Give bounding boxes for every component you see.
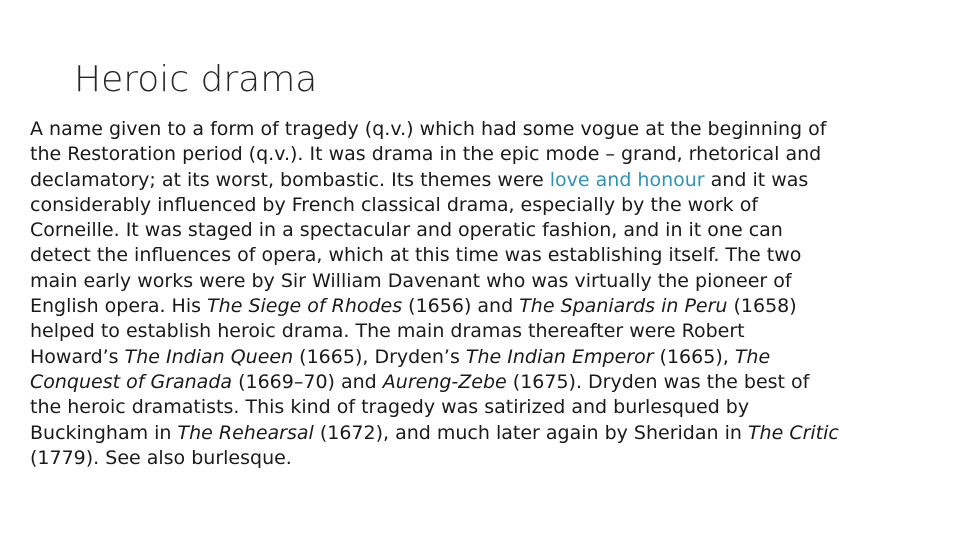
body-text-segment: the Restoration period (q.v.). It was drama in the epic mode – grand, rhetorical and — [30, 143, 822, 166]
body-text-segment: detect the influences of opera, which at this time was establishing itself. The two — [30, 244, 802, 267]
body-text-segment: (1665), — [653, 345, 735, 368]
work-title: The Spaniards in Peru — [519, 295, 728, 318]
body-text-segment: (1779). See also burlesque. — [30, 446, 292, 469]
body-line — [30, 395, 910, 420]
slide-title: Heroic drama — [74, 59, 318, 100]
work-title: Conquest of Granada — [30, 370, 233, 393]
body-line — [30, 168, 910, 193]
highlighted-phrase: love and honour — [549, 168, 705, 191]
work-title: The Siege of Rhodes — [207, 295, 403, 318]
body-line — [30, 269, 910, 294]
body-text-segment: and it was — [704, 168, 809, 191]
work-title: The Rehearsal — [177, 421, 314, 444]
work-title: The Indian Queen — [124, 345, 294, 368]
work-title: The — [734, 345, 771, 368]
body-text-segment: English opera. His — [30, 295, 208, 318]
body-line — [30, 370, 910, 395]
body-line — [30, 193, 910, 218]
body-text-segment: Howard’s — [30, 345, 125, 368]
slide-body-text — [30, 117, 910, 471]
body-text-segment: Corneille. It was staged in a spectacular and operatic fashion, and in it one can — [30, 219, 783, 242]
body-text-segment: (1669–70) and — [232, 370, 383, 393]
body-text-segment: main early works were by Sir William Davenant who was virtually the pioneer of — [30, 269, 792, 292]
body-text-segment: declamatory; at its worst, bombastic. Its themes were — [30, 168, 550, 191]
body-line — [30, 294, 910, 319]
body-text-segment: (1665), Dryden’s — [293, 345, 466, 368]
body-text-segment: the heroic dramatists. This kind of tragedy was satirized and burlesqued by — [30, 396, 750, 419]
body-line — [30, 218, 910, 243]
body-text-segment: considerably influenced by French classical drama, especially by the work of — [30, 193, 759, 216]
body-text-segment: A name given to a form of tragedy (q.v.) which had some vogue at the beginning of — [30, 118, 827, 140]
work-title: The Critic — [747, 421, 839, 444]
body-line — [30, 243, 910, 268]
work-title: The Indian Emperor — [465, 345, 654, 368]
body-line — [30, 345, 910, 370]
body-line — [30, 319, 910, 344]
body-text-segment: (1656) and — [402, 295, 520, 318]
body-text-segment: helped to establish heroic drama. The main dramas thereafter were Robert — [30, 320, 745, 343]
body-line — [30, 446, 910, 471]
body-text-segment: (1672), and much later again by Sheridan in — [313, 421, 748, 444]
body-line — [30, 421, 910, 446]
body-text-segment: Buckingham in — [30, 421, 178, 444]
work-title: Aureng-Zebe — [382, 370, 507, 393]
body-text-segment: (1658) — [727, 295, 797, 318]
body-line — [30, 142, 910, 167]
body-line — [30, 117, 910, 142]
body-text-segment: (1675). Dryden was the best of — [506, 370, 810, 393]
